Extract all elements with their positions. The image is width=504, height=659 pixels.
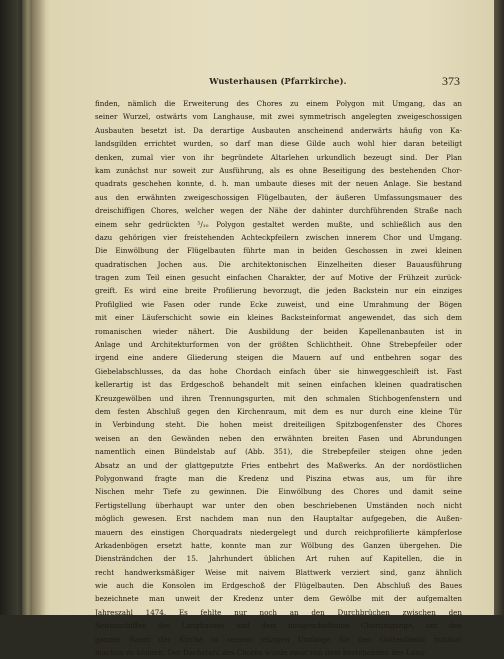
- text-line: Absatz an und der glattgeputzte Fries entbehrt des Maßwerks. An der nordöstlichen: [95, 460, 462, 470]
- text-line: Jahreszahl 1474. Es fehlte nur noch an den Durchbrüchen zwischen den: [95, 607, 462, 617]
- running-head: [96, 76, 460, 90]
- text-line: Nischen mehr Tiefe zu gewinnen. Die Einwölbung des Chores und damit seine: [95, 487, 462, 497]
- text-line: kam zunächst nur soweit zur Ausführung, als es ohne Beseitigung des bestehenden Chor-: [95, 165, 462, 175]
- text-line: Polygonwand fragte man die Kredenz und Piszina etwas aus, um für ihre: [95, 473, 462, 483]
- running-title: Wusterhausen (Pfarrkirche).: [209, 76, 347, 86]
- text-line: machen zu können. Der Dachstuhl des Chores wurde zwar von dem bestehenden des Lang-: [95, 648, 427, 658]
- text-line: namentlich einen Bündelstab auf (Abb. 351), die Strebepfeiler steigen ohne jeden: [95, 447, 462, 457]
- text-line: finden, nämlich die Erweiterung des Chores zu einem Polygon mit Umgang, das an: [95, 99, 462, 108]
- text-line: in Verbindung steht. Die hohen meist dreiteiligen Spitzbogenfenster des Chores: [95, 420, 462, 430]
- text-line: Giebelabschlusses, da das hohe Chordach einfach über sie hinweggeschleift ist. Fast: [95, 366, 462, 376]
- text-line: quadrats geschehen konnte, d. h. man umbaute dieses mit der neuen Anlage. Sie bestand: [95, 179, 462, 189]
- text-line: kellerartig ist das Erdgeschoß behandelt mit seinen einfachen kleinen quadratischen: [95, 380, 462, 390]
- text-line: Fertigstellung überhaupt war unter den oben beschriebenen Umständen noch nicht: [95, 500, 462, 510]
- text-line: mauern des einstigen Chorquadrats niedergelegt und durch reichprofilierte kämpferlose: [95, 527, 462, 537]
- text-line: Arkadenbögen ersetzt hatte, konnte man zur Wölbung des Ganzen übergehen. Die: [95, 540, 462, 550]
- book-cover-left: [0, 0, 22, 615]
- text-line: einem sehr gedrückten ⁵/₁₀ Polygon gestaltet werden mußte, und schließlich aus den: [95, 219, 462, 229]
- gutter-shadow: [32, 0, 46, 615]
- text-line: seiner Wurzel, ostwärts vom Langhause, mit zwei symmetrisch angelegten zweigeschossigen: [95, 112, 462, 122]
- text-line: Diensträndchen der 15. Jahrhundert üblichen Art ruhen auf Kapitellen, die in: [95, 554, 462, 564]
- text-line: quadratischen Jochen aus. Die architektonischen Einzelheiten dieser Bauausführung: [95, 259, 462, 269]
- text-line: Kreuzgewölben und ihren Trennungsgurten, mit den schmalen Stichbogenfenstern und: [95, 393, 462, 403]
- body-text: [95, 97, 462, 659]
- text-line: aus den erwähnten zweigeschossigen Flügelbauten, der äußeren Umfassungsmauer des: [95, 192, 462, 202]
- page-number: 373: [442, 74, 460, 88]
- text-line: recht handwerksmäßiger Weise mit naivem Blattwerk verziert sind, ganz ähnlich: [95, 567, 462, 577]
- text-line: mit einer Läuferschicht sowie ein kleines Backsteinformat angewendet, das sich dem: [95, 313, 462, 323]
- text-line: romanischen wieder nähert. Die Ausbildung der beiden Kapellenanbauten ist in: [95, 326, 462, 336]
- text-line: Seitenschiffen des Langhauses und dem neugeschaffenen Chorumgange, um den: [95, 621, 462, 631]
- text-line: landsgilden errichtet wurden, so darf man diese Gilde auch wohl hier daran beteiligt: [95, 139, 462, 149]
- text-line: möglich gewesen. Erst nachdem man nun den Hauptaltar aufgegeben, die Außen-: [95, 514, 462, 524]
- text-line: dazu gehörigen vier freistehenden Achteckpfeilern zwischen innerem Chor und Umgang.: [95, 232, 462, 242]
- text-line: denken, zumal vier von ihr begründete Altarlehen urkundlich bezeugt sind. Der Plan: [95, 152, 462, 162]
- text-line: weisen an den Gewänden neben den erwähnten breiten Fasen und Abrundungen: [95, 433, 462, 443]
- text-line: greift. Es wird eine breite Profilierung bevorzugt, die jeden Backstein nur ein einziges: [95, 286, 462, 296]
- text-line: bezeichnete man unweit der Kredenz unter dem Gewölbe mit der aufgemalten: [95, 594, 462, 604]
- book-right-edge: [494, 0, 504, 615]
- text-line: tragen zum Teil einen gesucht einfachen Charakter, der auf Motive der Frühzeit zurück-: [95, 273, 462, 283]
- left-page-edge: [22, 0, 32, 615]
- text-line: Anlage und Architekturformen von der größten Schlichtheit. Ohne Strebepfeiler oder: [95, 340, 462, 350]
- text-line: dreischiffigen Chores, welcher wegen der Nähe der dahinter durchführenden Straße nach: [95, 206, 462, 216]
- text-line: Die Einwölbung der Flügelbauten führte man in beiden Geschossen in zwei kleinen: [95, 246, 462, 256]
- text-line: dem festen Abschluß gegen den Kirchenraum, mit dem es nur durch eine kleine Tür: [95, 406, 462, 416]
- text-line: wie auch die Konsolen im Erdgeschoß der Flügelbauten. Den Abschluß des Baues: [95, 581, 462, 591]
- text-line: Ausbauten besetzt ist. Da derartige Ausbauten anscheinend anderwärts häufig von Ka-: [95, 125, 462, 135]
- text-line: Profilglied wie Fasen oder runde Ecke zuweist, und eine Umrahmung der Bögen: [95, 299, 462, 309]
- text-line: ganzen Raum der Kirche in seinem jetzigen Umfange für den Gottesdienst nutzbar: [95, 634, 462, 644]
- text-line: irgend eine andere Gliederung steigen die Mauern auf und entbehren sogar des: [95, 353, 462, 363]
